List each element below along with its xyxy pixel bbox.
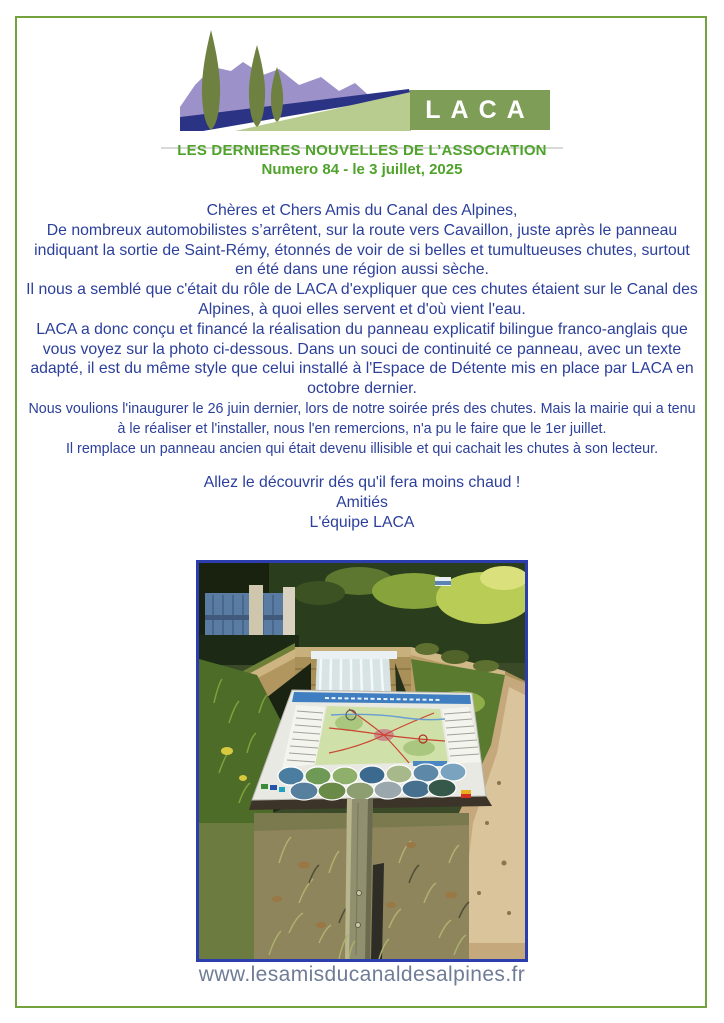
closing-regards: Amitiés [336, 493, 388, 511]
paragraph-3: LACA a donc conçu et financé la réalisation du panneau explicatif bilingue franco-anglais que vous voyez sur la photo ci-dessous. Dans un souci de continuité ce panneau, avec un texte adapté, il est du même style que celui installé à l'Espace de Détente mis en place par LACA en octobre dernier. [30, 320, 694, 398]
closing-invite: Allez le découvrir dés qu'il fera moins chaud ! [203, 473, 521, 491]
paragraph-greeting: Chères et Chers Amis du Canal des Alpines, [206, 202, 518, 219]
canal-falls-photo [196, 560, 528, 962]
closing-block [26, 473, 698, 533]
newsletter-title: LES DERNIERES NOUVELLES DE L’ASSOCIATION [177, 142, 547, 159]
paragraph-1: De nombreux automobilistes s’arrêtent, sur la route vers Cavaillon, juste après le panneau indiquant la sortie de Saint-Rémy, étonnés de voir de si belles et tumultueuses chutes, surtout en été dans une région aussi sèche. [34, 221, 690, 279]
photo-info-panel [249, 690, 492, 810]
paragraph-5: Il remplace un panneau ancien qui était devenu illisible et qui cachait les chutes à son lecteur. [65, 440, 659, 457]
closing-signature: L'équipe LACA [309, 513, 415, 531]
paragraph-4: Nous voulions l'inaugurer le 26 juin dernier, lors de notre soirée prés des chutes. Mais la mairie qui a tenu à le réaliser et l'installer, nous l'en remercions, n'a pu le faire que le 1er juillet. [28, 400, 696, 437]
newsletter-body [26, 201, 698, 533]
canal-falls-illustration [199, 563, 525, 959]
laca-logo [173, 25, 551, 131]
logo-laca-text: LACA [425, 96, 535, 124]
paragraph-2: Il nous a semblé que c'était du rôle de LACA d'expliquer que ces chutes étaient sur le Canal des Alpines, à quoi elles servent et d'où vient l'eau. [26, 281, 698, 318]
newsletter-issue-date: Numero 84 - le 3 juillet, 2025 [261, 161, 463, 178]
laca-logo-graphic [173, 25, 551, 131]
website-link[interactable]: www.lesamisducanaldesalpines.fr [198, 963, 526, 986]
panel-map [315, 706, 448, 766]
